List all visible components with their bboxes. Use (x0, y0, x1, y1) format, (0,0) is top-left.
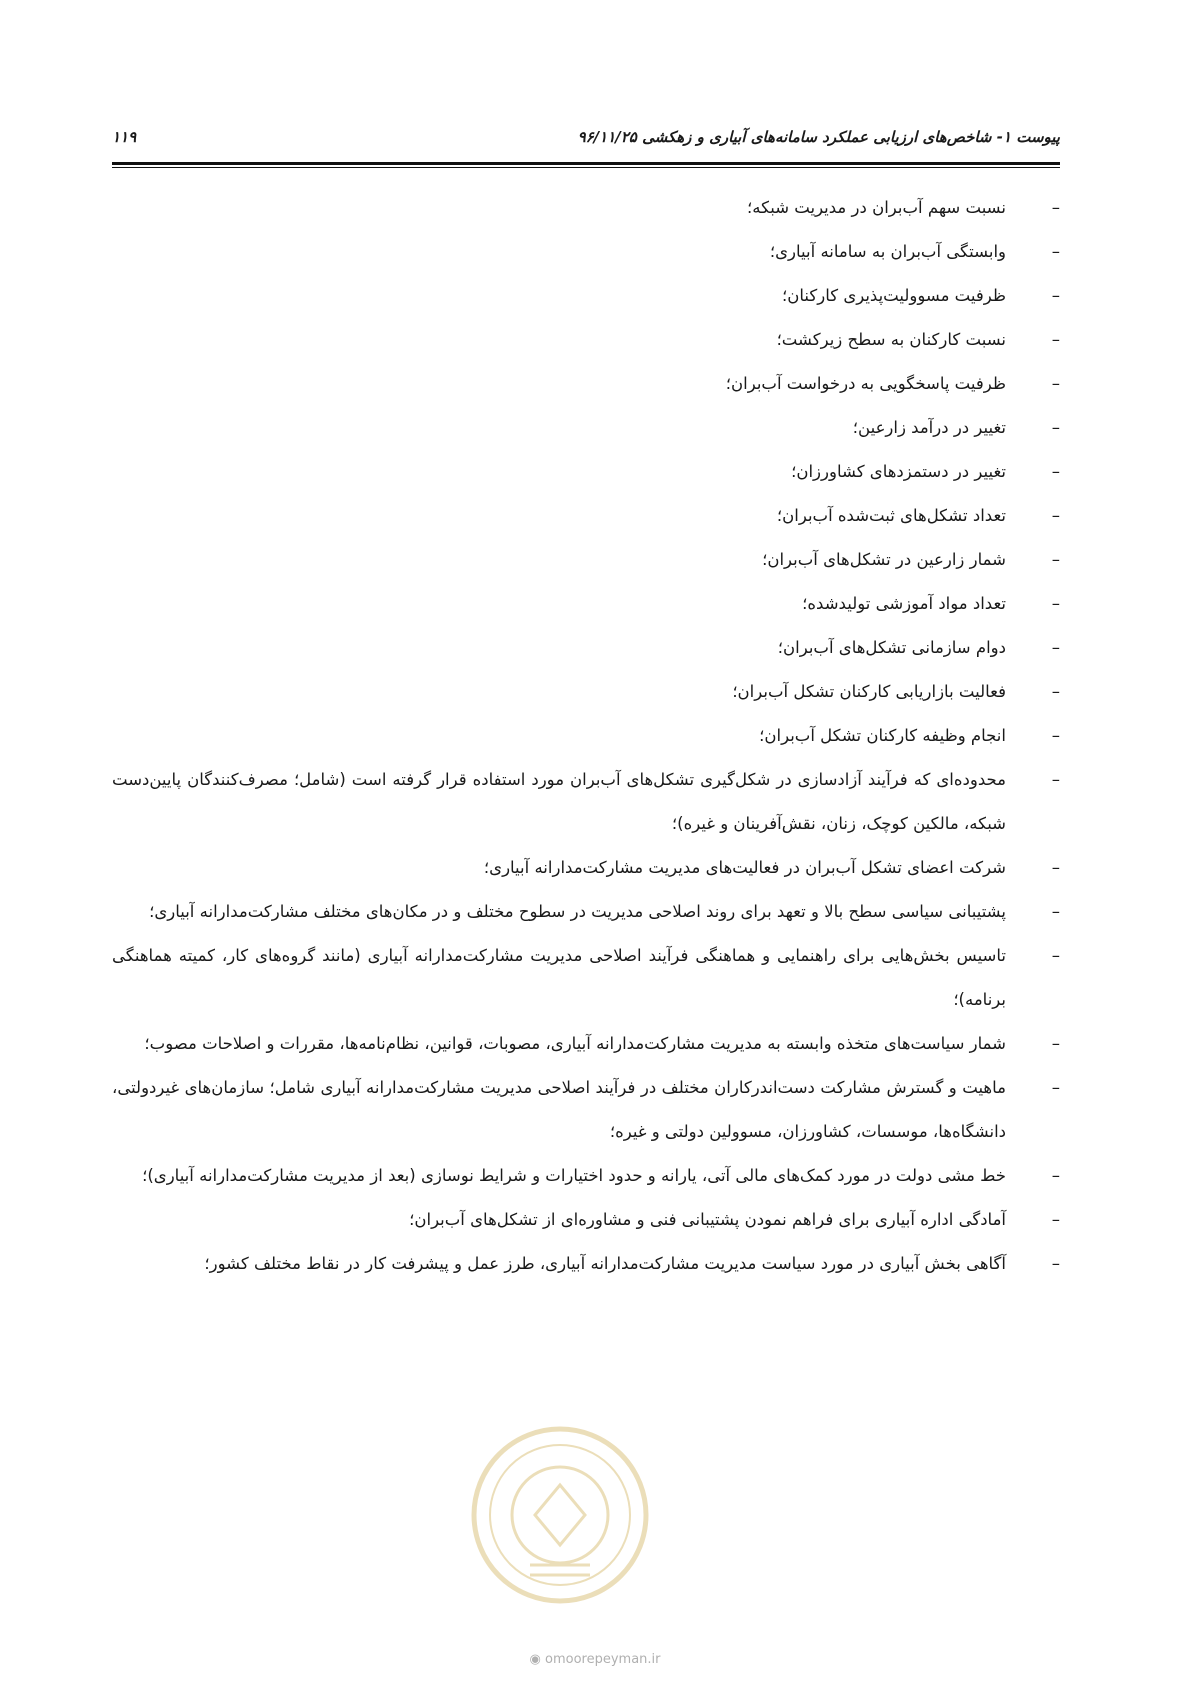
item-text: خط مشی دولت در مورد کمک‌های مالی آتی، یارانه و حدود اختیارات و شرایط نوسازی (بعد از مدیریت مشارکت‌مدارانه آبیاری)؛ (142, 1166, 1006, 1185)
dash-bullet-icon: – (1051, 242, 1060, 261)
dash-bullet-icon: – (1051, 638, 1060, 657)
item-text: شمار سیاست‌های متخذه وابسته به مدیریت مشارکت‌مدارانه آبیاری، مصوبات، قوانین، نظام‌نامه‌ها، مقررات و اصلاحات مصوب؛ (144, 1034, 1006, 1053)
dash-bullet-icon: – (1051, 1078, 1060, 1097)
item-text: نسبت سهم آب‌بران در مدیریت شبکه؛ (747, 198, 1006, 217)
list-item (112, 274, 1060, 318)
list-item (112, 890, 1060, 934)
list-item (112, 670, 1060, 714)
dash-bullet-icon: – (1051, 330, 1060, 349)
item-text: دوام سازمانی تشکل‌های آب‌بران؛ (777, 638, 1006, 657)
list-item (112, 1022, 1060, 1066)
list-item (112, 538, 1060, 582)
item-text: محدوده‌ای که فرآیند آزادسازی در شکل‌گیری تشکل‌های آب‌بران مورد استفاده قرار گرفته است (شامل؛ مصرف‌کنندگان پایین‌دست شبکه، مالکین کوچک، زنان، نقش‌آفرینان و غیره)؛ (112, 770, 1006, 833)
dash-bullet-icon: – (1051, 506, 1060, 525)
dash-bullet-icon: – (1051, 858, 1060, 877)
list-item (112, 758, 1060, 846)
dash-bullet-icon: – (1051, 1254, 1060, 1273)
list-item (112, 230, 1060, 274)
list-item (112, 1242, 1060, 1286)
item-text: تعداد مواد آموزشی تولیدشده؛ (802, 594, 1006, 613)
item-text: شمار زارعین در تشکل‌های آب‌بران؛ (762, 550, 1006, 569)
item-text: ظرفیت مسوولیت‌پذیری کارکنان؛ (782, 286, 1006, 305)
dash-bullet-icon: – (1051, 946, 1060, 965)
dash-bullet-icon: – (1051, 594, 1060, 613)
bullet-list (112, 186, 1060, 1286)
item-text: تغییر در درآمد زارعین؛ (852, 418, 1006, 437)
dash-bullet-icon: – (1051, 1166, 1060, 1185)
list-item (112, 846, 1060, 890)
item-text: شرکت اعضای تشکل آب‌بران در فعالیت‌های مدیریت مشارکت‌مدارانه آبیاری؛ (483, 858, 1006, 877)
list-item (112, 362, 1060, 406)
page-header (112, 128, 1060, 160)
seal-watermark-icon (470, 1425, 650, 1605)
dash-bullet-icon: – (1051, 462, 1060, 481)
item-text: آمادگی اداره آبیاری برای فراهم نمودن پشتیبانی فنی و مشاوره‌ای از تشکل‌های آب‌بران؛ (409, 1210, 1006, 1229)
item-text: تاسیس بخش‌هایی برای راهنمایی و هماهنگی فرآیند اصلاحی مدیریت مشارکت‌مدارانه آبیاری (مانند گروه‌های کار، کمیته هماهنگی برنامه)؛ (112, 946, 1006, 1009)
dash-bullet-icon: – (1051, 418, 1060, 437)
item-text: ظرفیت پاسخگویی به درخواست آب‌بران؛ (725, 374, 1006, 393)
dash-bullet-icon: – (1051, 198, 1060, 217)
list-item (112, 494, 1060, 538)
dash-bullet-icon: – (1051, 726, 1060, 745)
header-rule-thick (112, 162, 1060, 165)
item-text: ماهیت و گسترش مشارکت دست‌اندرکاران مختلف در فرآیند اصلاحی مدیریت مشارکت‌مدارانه آبیاری شامل؛ سازمان‌های غیردولتی، دانشگاه‌ها، موسسات، کشاورزان، مسوولین دولتی و غیره؛ (112, 1078, 1006, 1141)
item-text: تعداد تشکل‌های ثبت‌شده آب‌بران؛ (776, 506, 1006, 525)
watermark-site-text: omoorepeyman.ir (545, 1652, 661, 1667)
page-number: ۱۱۹ (112, 128, 137, 146)
watermark-site: ◉ omoorepeyman.ir (529, 1652, 661, 1667)
header-rule-thin (112, 167, 1060, 168)
dash-bullet-icon: – (1051, 1034, 1060, 1053)
dash-bullet-icon: – (1051, 902, 1060, 921)
list-item (112, 626, 1060, 670)
item-text: آگاهی بخش آبیاری در مورد سیاست مدیریت مشارکت‌مدارانه آبیاری، طرز عمل و پیشرفت کار در نقاط مختلف کشور؛ (204, 1254, 1006, 1273)
dash-bullet-icon: – (1051, 286, 1060, 305)
list-item (112, 582, 1060, 626)
list-item (112, 934, 1060, 1022)
item-text: تغییر در دستمزدهای کشاورزان؛ (791, 462, 1006, 481)
list-item (112, 186, 1060, 230)
header-title: پیوست ۱- شاخص‌های ارزیابی عملکرد سامانه‌های آبیاری و زهکشی ۹۶/۱۱/۲۵ (577, 128, 1060, 146)
item-text: فعالیت بازاریابی کارکنان تشکل آب‌بران؛ (732, 682, 1006, 701)
item-text: نسبت کارکنان به سطح زیرکشت؛ (776, 330, 1006, 349)
dash-bullet-icon: – (1051, 1210, 1060, 1229)
item-text: انجام وظیفه کارکنان تشکل آب‌بران؛ (759, 726, 1006, 745)
list-item (112, 714, 1060, 758)
item-text: وابستگی آب‌بران به سامانه آبیاری؛ (769, 242, 1006, 261)
item-text: پشتیبانی سیاسی سطح بالا و تعهد برای روند اصلاحی مدیریت در سطوح مختلف و در مکان‌های مختلف مشارکت‌مدارانه آبیاری؛ (149, 902, 1006, 921)
list-item (112, 450, 1060, 494)
list-item (112, 1154, 1060, 1198)
list-item (112, 318, 1060, 362)
list-item (112, 1198, 1060, 1242)
dash-bullet-icon: – (1051, 550, 1060, 569)
list-item (112, 1066, 1060, 1154)
dash-bullet-icon: – (1051, 770, 1060, 789)
dash-bullet-icon: – (1051, 682, 1060, 701)
dash-bullet-icon: – (1051, 374, 1060, 393)
list-item (112, 406, 1060, 450)
